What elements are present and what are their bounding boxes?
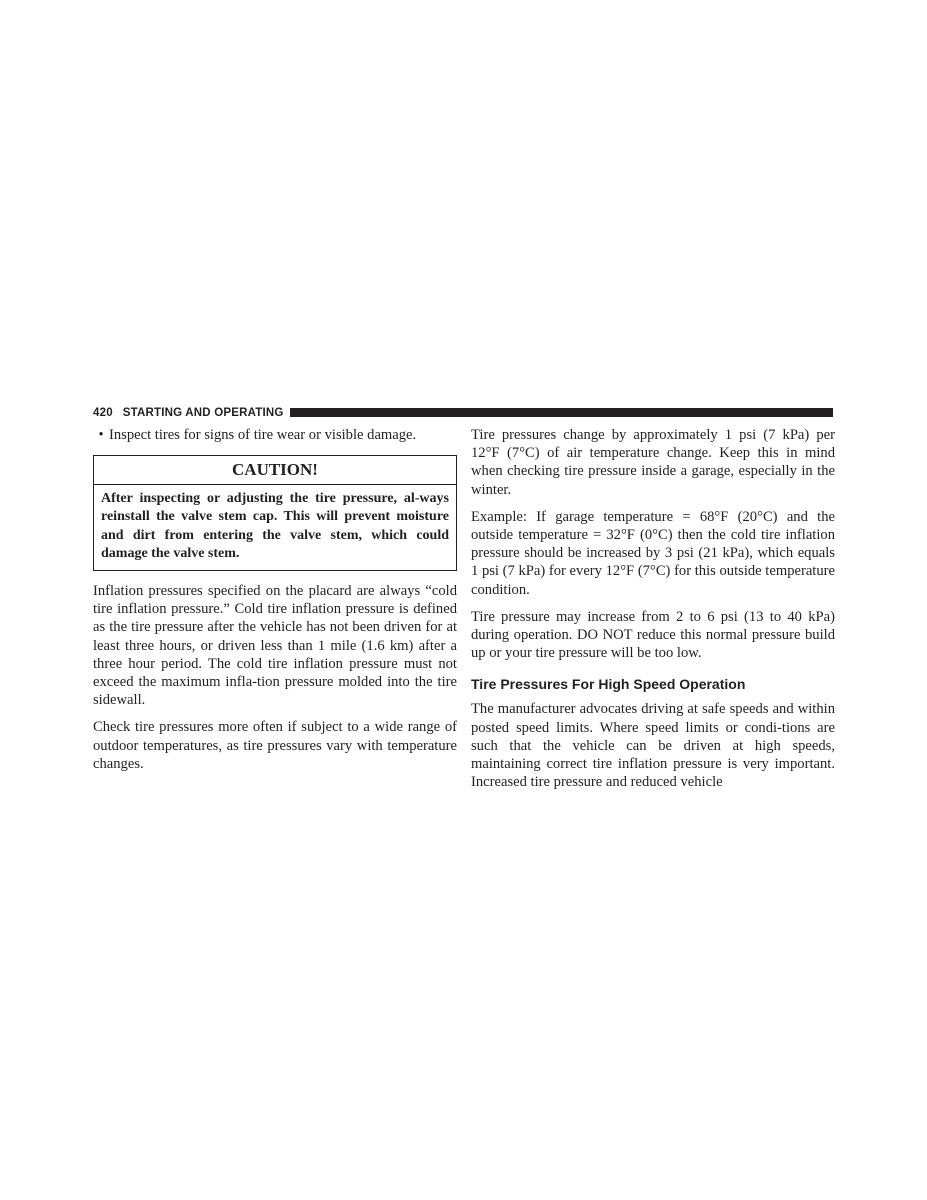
bullet-text: Inspect tires for signs of tire wear or visible damage. — [109, 427, 417, 443]
section-title: STARTING AND OPERATING — [122, 406, 284, 419]
bullet-item — [93, 426, 457, 444]
paragraph-cold-inflation: Inflation pressures specified on the placard are always “cold tire inflation pressure.” Cold tire inflation pressure is defined as the tire pressure after the vehicle has not been driven for at least three hours, or driven less than 1 mile (1.6 km) after a three hour period. The cold tire inflation pressure must not exceed the maximum infla-tion pressure molded into the tire sidewall. — [93, 583, 457, 709]
paragraph-example: Example: If garage temperature = 68°F (20°C) and the outside temperature = 32°F (0°C) then the cold tire inflation pressure should be increased by 3 psi (21 kPa), which equals 1 psi (7 kPa) for every 12°F (7°C) for this outside temperature condition. — [471, 508, 835, 598]
page-header — [93, 404, 833, 421]
right-column — [471, 426, 835, 800]
paragraph-pressure-change: Tire pressures change by approximately 1 psi (7 kPa) per 12°F (7°C) of air temperature change. Keep this in mind when checking tire pressure inside a garage, especially in the winter. — [471, 427, 835, 498]
paragraph-check-pressures: Check tire pressures more often if subject to a wide range of outdoor temperatures, as tire pressures vary with temperature changes. — [93, 719, 457, 772]
caution-box — [93, 455, 457, 571]
left-column — [93, 426, 457, 782]
subheading-high-speed: Tire Pressures For High Speed Operation — [471, 676, 746, 693]
paragraph-high-speed: The manufacturer advocates driving at safe speeds and within posted speed limits. Where speed limits or condi-tions are such that the vehicle can be driven at high speeds, maintaining correct tire inflation pressure is very important. Increased tire pressure and reduced vehicle — [471, 701, 835, 791]
caution-title: CAUTION! — [94, 456, 456, 485]
header-rule — [290, 408, 833, 417]
page-number: 420 — [93, 406, 113, 419]
bullet-marker: • — [98, 427, 104, 443]
caution-text: After inspecting or adjusting the tire pressure, al-ways reinstall the valve stem cap. This will prevent moisture and dirt from entering the valve stem, which could damage the valve stem. — [101, 491, 449, 561]
paragraph-pressure-increase: Tire pressure may increase from 2 to 6 psi (13 to 40 kPa) during operation. DO NOT reduce this normal pressure build up or your tire pressure will be too low. — [471, 608, 835, 662]
